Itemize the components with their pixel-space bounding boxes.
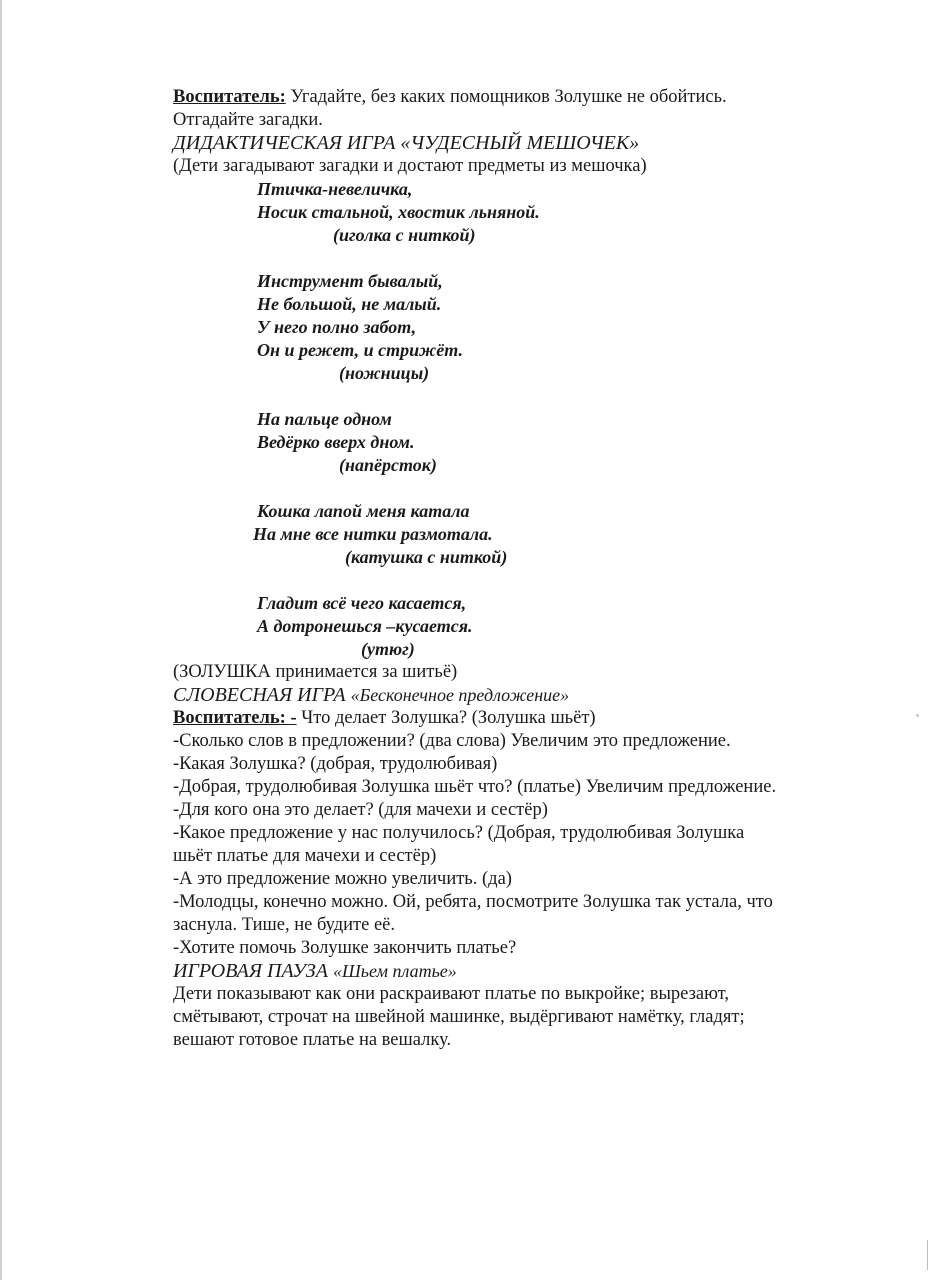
dialog-line: шьёт платье для мачехи и сестёр) (173, 846, 437, 866)
intro-line (173, 86, 873, 109)
dialog-line: заснула. Тише, не будите её. (173, 915, 396, 935)
riddle-4-line-1: Кошка лапой меня катала (257, 501, 470, 521)
speaker-label-2: Воспитатель: - (173, 708, 297, 728)
riddle-2-line-1: Инструмент бывалый, (257, 271, 443, 291)
game1-heading: ДИДАКТИЧЕСКАЯ ИГРА «ЧУДЕСНЫЙ МЕШОЧЕК» (173, 132, 640, 154)
scan-left-edge (0, 0, 2, 1280)
intro-line-2: Отгадайте загадки. (173, 110, 323, 130)
riddle-2-line-3: У него полно забот, (257, 317, 417, 337)
riddle-4-line-2: На мне все нитки размотала. (253, 524, 493, 544)
scan-speck (916, 714, 919, 717)
riddle-5-line-2: А дотронешься –кусается. (257, 616, 473, 636)
riddle-2-answer: (ножницы) (339, 363, 430, 383)
riddle-4-answer: (катушка с ниткой) (345, 547, 508, 567)
riddle-1-line-2: Носик стальной, хвостик льняной. (257, 202, 540, 222)
dialog-first-text: Что делает Золушка? (Золушка шьёт) (296, 708, 596, 728)
dialog-line: -Добрая, трудолюбивая Золушка шьёт что? (платье) Увеличим предложение. (173, 777, 777, 797)
dialog-line: -Молодцы, конечно можно. Ой, ребята, посмотрите Золушка так устала, что (173, 892, 773, 912)
riddle-2-line-2: Не большой, не малый. (257, 294, 442, 314)
riddle-5-answer: (утюг) (361, 639, 415, 659)
riddle-1-line-1: Птичка-невеличка, (257, 179, 413, 199)
dialog-line: -Хотите помочь Золушке закончить платье? (173, 938, 517, 958)
scan-right-mark (927, 1240, 928, 1270)
game3-line: вешают готовое платье на вешалку. (173, 1030, 452, 1050)
game3-line: смётывают, строчат на швейной машинке, выдёргивают намётку, гладят; (173, 1007, 745, 1027)
riddle-3-line-1: На пальце одном (257, 409, 392, 429)
riddle-2-line-4: Он и режет, и стрижёт. (257, 340, 464, 360)
game3-line: Дети показывают как они раскраивают платье по выкройке; вырезают, (173, 984, 730, 1004)
note-cinderella-sews: (ЗОЛУШКА принимается за шитьё) (173, 662, 458, 682)
riddle-5-line-1: Гладит всё чего касается, (257, 593, 467, 613)
riddle-1-answer: (иголка с ниткой) (333, 225, 476, 245)
speaker-label: Воспитатель: (173, 87, 286, 107)
dialog-line: -Какое предложение у нас получилось? (Добрая, трудолюбивая Золушка (173, 823, 745, 843)
dialog-line: -Для кого она это делает? (для мачехи и сестёр) (173, 800, 548, 820)
document-page (173, 86, 873, 1052)
dialog-line: -А это предложение можно увеличить. (да) (173, 869, 512, 889)
dialog-line: -Какая Золушка? (добрая, трудолюбивая) (173, 754, 498, 774)
game3-title: ИГРОВАЯ ПАУЗА (173, 960, 334, 982)
game3-heading (173, 960, 873, 983)
intro-text: Угадайте, без каких помощников Золушке не обойтись. (285, 87, 727, 107)
game2-heading (173, 684, 873, 707)
game1-note: (Дети загадывают загадки и достают предметы из мешочка) (173, 156, 647, 176)
game2-quoted: «Бесконечное предложение» (350, 685, 570, 705)
dialog-line: -Сколько слов в предложении? (два слова) Увеличим это предложение. (173, 731, 731, 751)
game3-quoted: «Шьем платье» (333, 961, 457, 981)
riddle-3-answer: (напёрсток) (339, 455, 437, 475)
dialog-first-line (173, 707, 873, 730)
riddle-3-line-2: Ведёрко вверх дном. (257, 432, 415, 452)
game2-title: СЛОВЕСНАЯ ИГРА (173, 684, 351, 706)
